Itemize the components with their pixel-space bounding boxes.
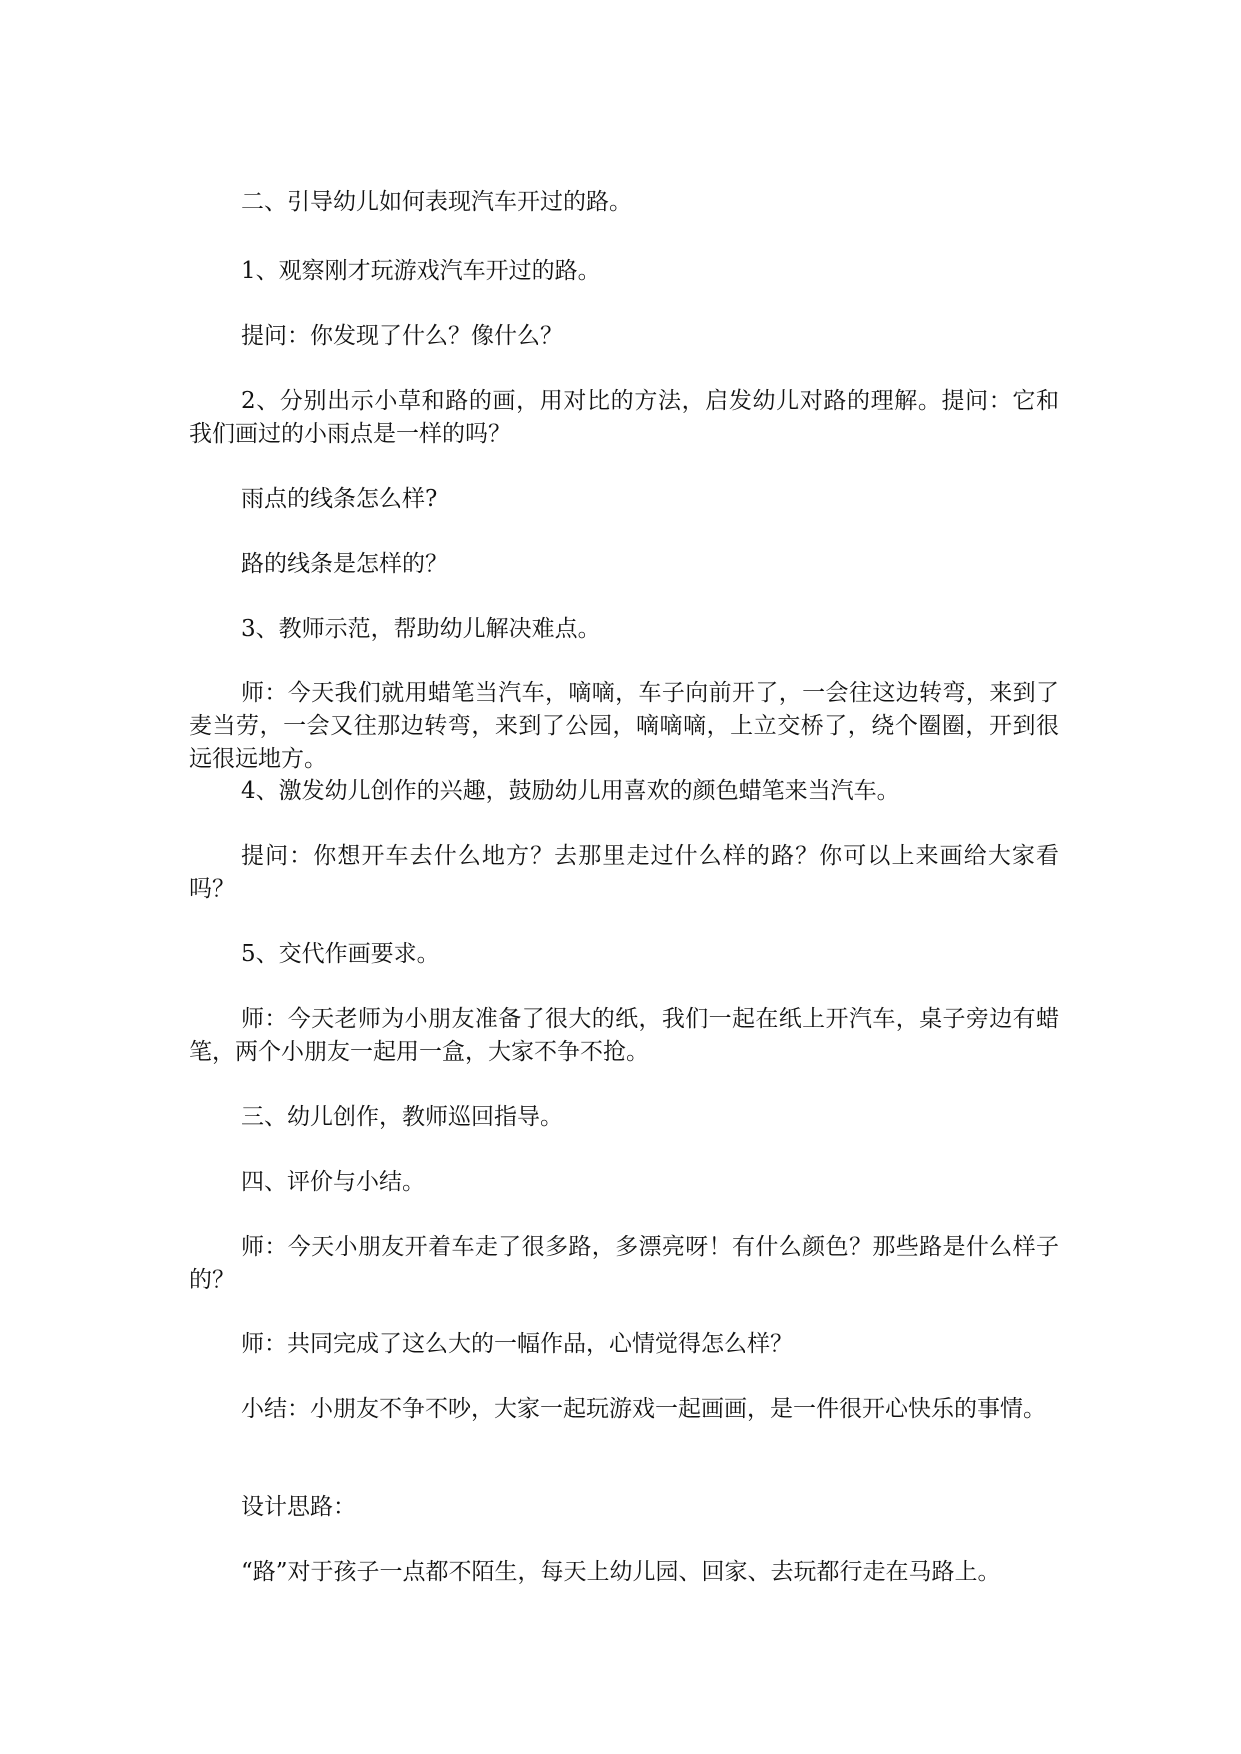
paragraph: 二、引导幼儿如何表现汽车开过的路。 <box>241 189 632 215</box>
paragraph: “路”对于孩子一点都不陌生，每天上幼儿园、回家、去玩都行走在马路上。 <box>241 1559 1001 1585</box>
paragraph: 雨点的线条怎么样? <box>241 486 438 512</box>
paragraph: 3、教师示范，帮助幼儿解决难点。 <box>241 616 601 642</box>
paragraph: 1、观察刚才玩游戏汽车开过的路。 <box>241 258 601 284</box>
paragraph: 提问：你发现了什么？像什么？ <box>241 323 563 349</box>
paragraph: 小结：小朋友不争不吵，大家一起玩游戏一起画画，是一件很开心快乐的事情。 <box>241 1396 1046 1422</box>
paragraph: 路的线条是怎样的？ <box>241 551 448 577</box>
paragraph: 设计思路： <box>241 1494 356 1520</box>
paragraph: 师：今天我们就用蜡笔当汽车，嘀嘀，车子向前开了，一会往这边转弯，来到了麦当劳，一会又往那边转弯，来到了公园，嘀嘀嘀，上立交桥了，绕个圈圈，开到很远很远地方。 <box>189 680 1059 772</box>
paragraph: 师：今天老师为小朋友准备了很大的纸，我们一起在纸上开汽车，桌子旁边有蜡笔，两个小朋友一起用一盒，大家不争不抢。 <box>189 1006 1059 1065</box>
paragraph: 4、激发幼儿创作的兴趣，鼓励幼儿用喜欢的颜色蜡笔来当汽车。 <box>241 778 900 804</box>
paragraph: 2、分别出示小草和路的画，用对比的方法，启发幼儿对路的理解。提问：它和我们画过的小雨点是一样的吗？ <box>189 388 1059 447</box>
paragraph: 三、幼儿创作，教师巡回指导。 <box>241 1104 563 1130</box>
paragraph: 师：共同完成了这么大的一幅作品，心情觉得怎么样？ <box>241 1331 793 1357</box>
paragraph: 师：今天小朋友开着车走了很多路，多漂亮呀！有什么颜色？那些路是什么样子的？ <box>189 1234 1059 1293</box>
paragraph: 提问：你想开车去什么地方？去那里走过什么样的路？你可以上来画给大家看吗？ <box>189 843 1059 902</box>
paragraph: 5、交代作画要求。 <box>241 941 440 967</box>
paragraph: 四、评价与小结。 <box>241 1169 425 1195</box>
